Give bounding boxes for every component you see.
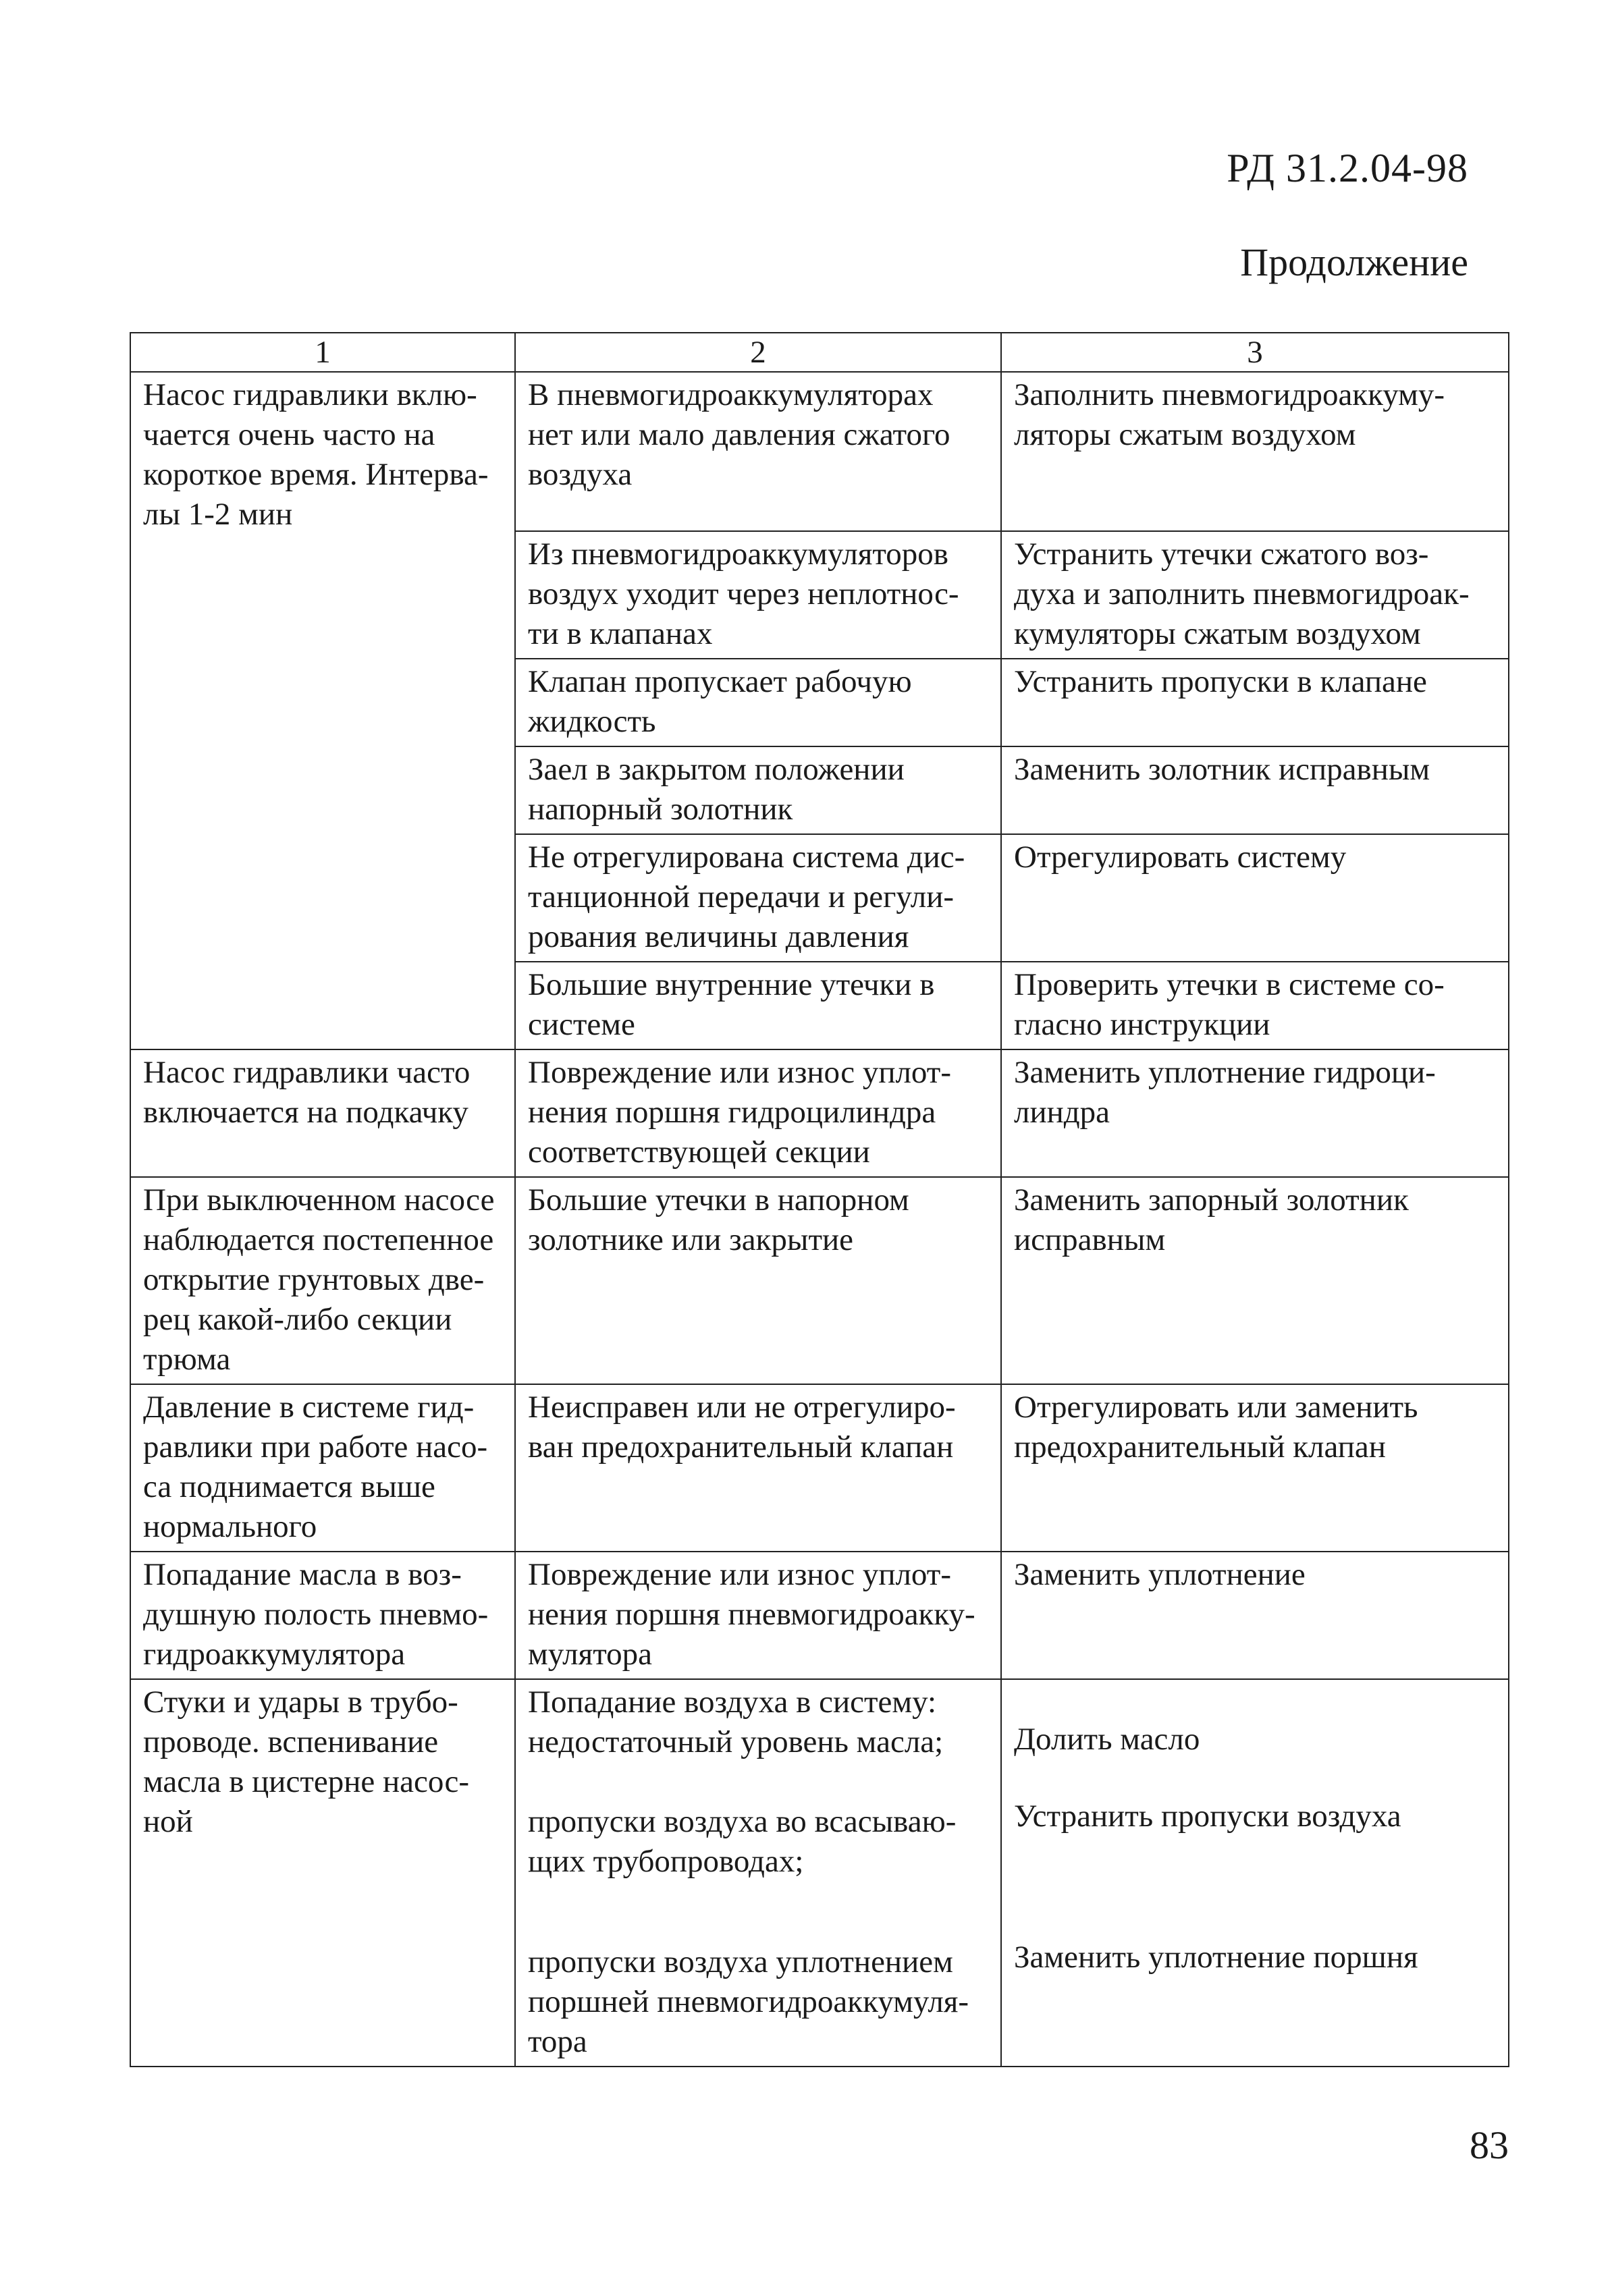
remedy-cell: Заменить золотник исправным [1001,746,1509,834]
column-header: 1 [130,333,515,372]
continuation-label: Продолжение [1240,240,1468,284]
remedy-cell: Отрегулировать или заменить предохранительный клапан [1001,1384,1509,1552]
cause-cell: Из пневмогидроаккумуляторов воздух уходит через неплотнос- ти в клапанах [515,531,1001,659]
column-header: 2 [515,333,1001,372]
remedy-item: Заменить уплотнение поршня [1014,1940,1418,1975]
symptom-cell: При выключенном насосе наблюдается постепенное открытие грунтовых две- рец какой-либо секции трюма [130,1177,515,1384]
remedy-cell: Проверить утечки в системе со- гласно инструкции [1001,962,1509,1049]
cause-cell: Повреждение или износ уплот- нения поршня гидроцилиндра соответствующей секции [515,1049,1001,1177]
remedy-item: Долить масло [1014,1722,1200,1757]
remedy-item: Устранить пропуски воздуха [1014,1799,1401,1834]
table-row [130,1384,1509,1552]
cause-cell: Большие утечки в напорном золотнике или закрытие [515,1177,1001,1384]
cause-item: недостаточный уровень масла; [528,1724,944,1759]
remedy-cell: Устранить утечки сжатого воз- духа и заполнить пневмогидроак- кумуляторы сжатым воздухом [1001,531,1509,659]
remedy-cell: Заменить уплотнение гидроци- линдра [1001,1049,1509,1177]
table-row [130,372,1509,531]
table-row [130,1177,1509,1384]
table-row [130,1049,1509,1177]
cause-cell: Не отрегулирована система дис- танционной передачи и регули- рования величины давления [515,834,1001,962]
cause-intro: Попадание воздуха в систему: [528,1685,937,1720]
cause-cell: Неисправен или не отрегулиро- ван предохранительный клапан [515,1384,1001,1552]
symptom-cell: Попадание масла в воз- душную полость пневмо- гидроаккумулятора [130,1552,515,1679]
column-header: 3 [1001,333,1509,372]
cause-cell: В пневмогидроаккумуляторах нет или мало давления сжатого воздуха [515,372,1001,531]
symptom-cell: Насос гидравлики вклю- чается очень часто на короткое время. Интерва- лы 1-2 мин [130,372,515,1049]
cause-item: пропуски воздуха уплотнением поршней пневмогидроаккумуля- тора [528,1944,969,2059]
table-row [130,1679,1509,2067]
document-code: РД 31.2.04-98 [1227,146,1468,190]
remedy-cell: Заменить запорный золотник исправным [1001,1177,1509,1384]
page-number: 83 [1470,2123,1509,2167]
cause-cell: Клапан пропускает рабочую жидкость [515,659,1001,746]
remedy-cell: Устранить пропуски в клапане [1001,659,1509,746]
remedy-cell: Отрегулировать систему [1001,834,1509,962]
fault-table [130,332,1509,2067]
remedy-cell: Заменить уплотнение [1001,1552,1509,1679]
table-row [130,1552,1509,1679]
symptom-cell: Давление в системе гид- равлики при работе насо- са поднимается выше нормального [130,1384,515,1552]
cause-cell [515,1679,1001,2067]
cause-cell: Заел в закрытом положении напорный золотник [515,746,1001,834]
table-header-row [130,333,1509,372]
remedy-cell: Заполнить пневмогидроаккуму- ляторы сжатым воздухом [1001,372,1509,531]
symptom-cell: Стуки и удары в трубо- проводе. вспенивание масла в цистерне насос- ной [130,1679,515,2067]
remedy-cell [1001,1679,1509,2067]
cause-cell: Большие внутренние утечки в системе [515,962,1001,1049]
cause-item: пропуски воздуха во всасываю- щих трубопроводах; [528,1804,957,1879]
cause-cell: Повреждение или износ уплот- нения поршня пневмогидроакку- мулятора [515,1552,1001,1679]
symptom-cell: Насос гидравлики часто включается на подкачку [130,1049,515,1177]
